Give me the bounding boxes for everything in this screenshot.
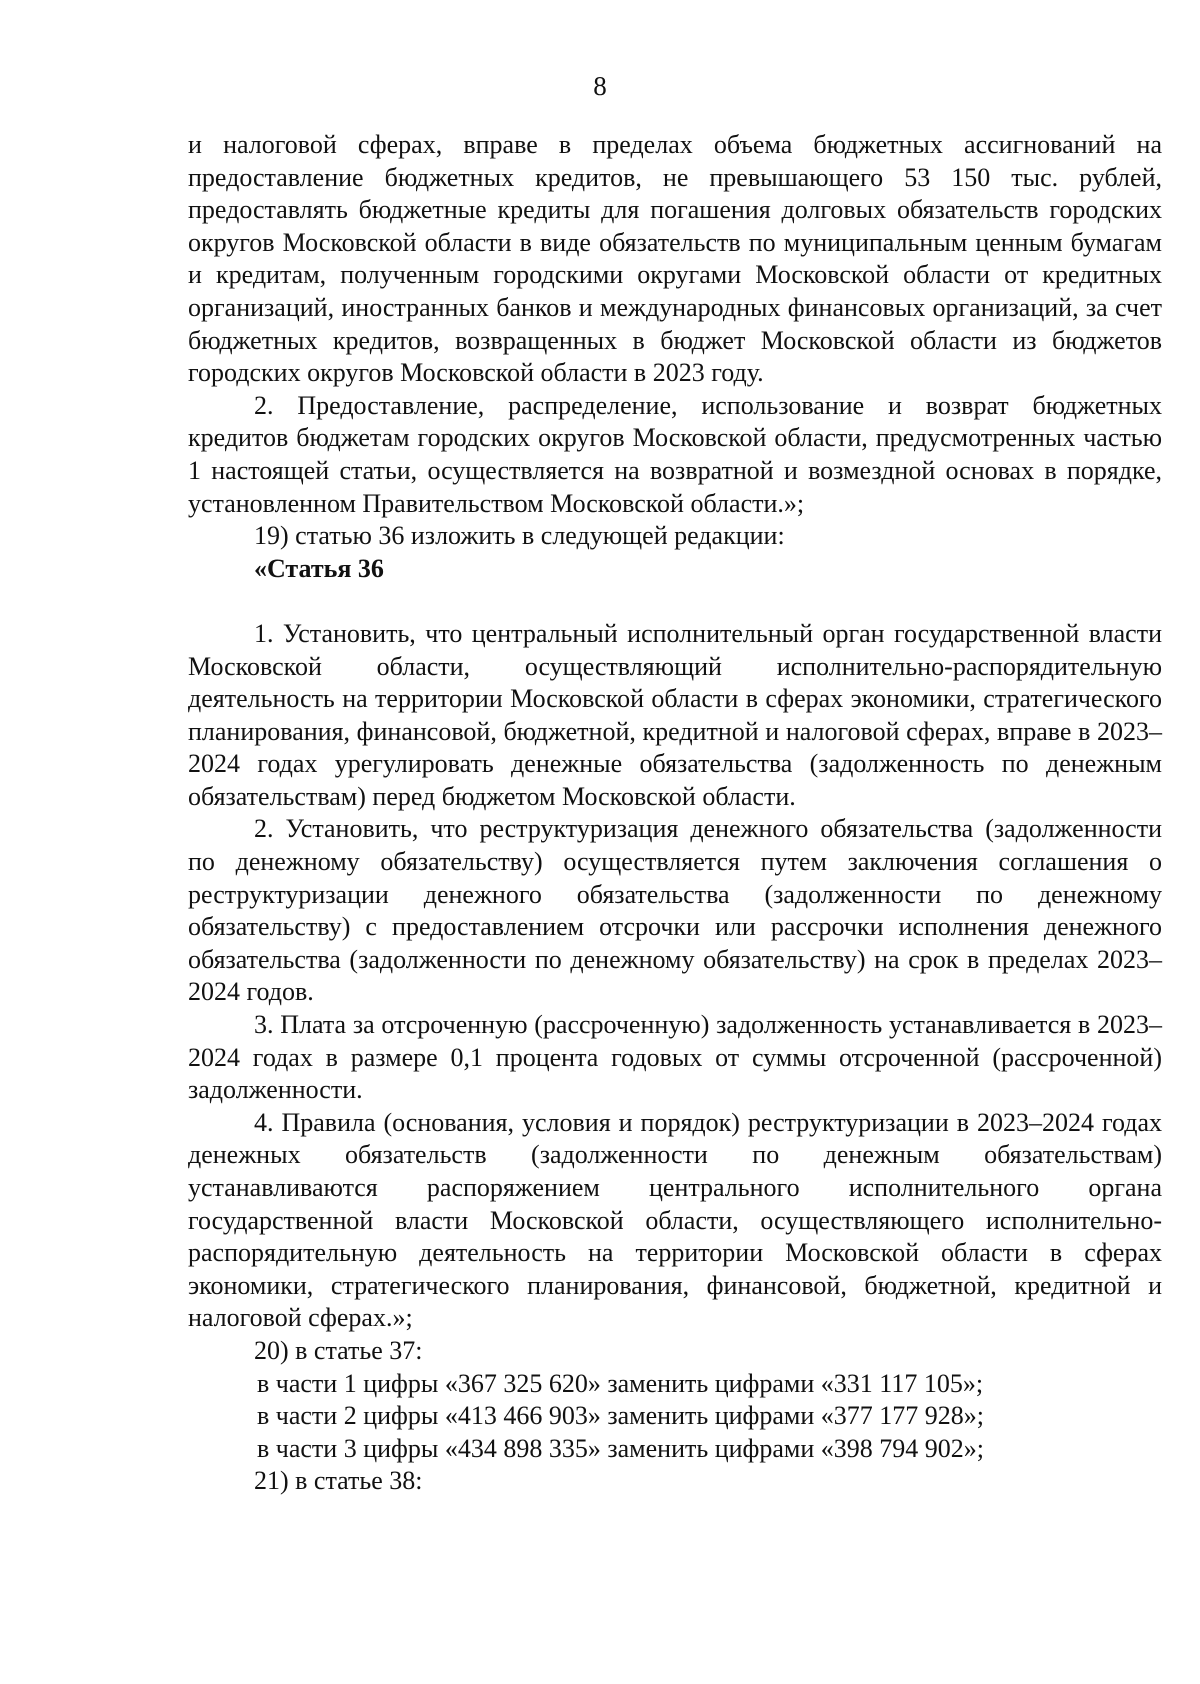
amendment-line-part-1: в части 1 цифры «367 325 620» заменить цифрами «331 117 105»;: [257, 1368, 984, 1398]
article-36-part-1: 1. Установить, что центральный исполнительный орган государственной власти Московской области, осуществляющий исполнительно-распорядительную деятельность на территории Московской области в сферах экономики, стратегического планирования, финансовой, бюджетной, кредитной и налоговой сферах, вправе в 2023–2024 годах урегулировать денежные обязательства (задолженность по денежным обязательствам) перед бюджетом Московской области.: [188, 618, 1162, 811]
document-body: [188, 129, 1162, 1498]
blank-line: [188, 585, 1162, 618]
article-36-part-4: 4. Правила (основания, условия и порядок) реструктуризации в 2023–2024 годах денежных обязательств (задолженности по денежным обязательствам) устанавливаются распоряжением центрального исполнительного органа государственной власти Московской области, осуществляющего исполнительно-распорядительную деятельность на территории Московской области в сферах экономики, стратегического планирования, финансовой, бюджетной, кредитной и налоговой сферах.»;: [188, 1107, 1162, 1333]
paragraph-item-19: 19) статью 36 изложить в следующей редакции:: [254, 521, 785, 551]
paragraph-part-2: 2. Предоставление, распределение, использование и возврат бюджетных кредитов бюджетам городских округов Московской области, предусмотренных частью 1 настоящей статьи, осуществляется на возвратной и возмездной основах в порядке, установленном Правительством Московской области.»;: [188, 390, 1162, 518]
amendment-line-part-2: в части 2 цифры «413 466 903» заменить цифрами «377 177 928»;: [257, 1401, 985, 1431]
article-36-heading: «Статья 36: [254, 553, 384, 583]
amendment-line-part-3: в части 3 цифры «434 898 335» заменить цифрами «398 794 902»;: [257, 1433, 985, 1463]
article-36-part-3: 3. Плата за отсроченную (рассроченную) задолженность устанавливается в 2023–2024 годах в размере 0,1 процента годовых от суммы отсроченной (рассроченной) задолженности.: [188, 1010, 1162, 1105]
article-36-part-2: 2. Установить, что реструктуризация денежного обязательства (задолженности по денежному обязательству) осуществляется путем заключения соглашения о реструктуризации денежного обязательства (задолженности по денежному обязательству) с предоставлением отсрочки или рассрочки исполнения денежного обязательства (задолженности по денежному обязательству) на срок в пределах 2023–2024 годов.: [188, 814, 1162, 1007]
paragraph-item-21: 21) в статье 38:: [254, 1466, 423, 1496]
paragraph-item-20: 20) в статье 37:: [254, 1335, 423, 1365]
page-number: 8: [593, 71, 607, 101]
paragraph-continuation: и налоговой сферах, вправе в пределах объема бюджетных ассигнований на предоставление бюджетных кредитов, не превышающего 53 150 тыс. рублей, предоставлять бюджетные кредиты для погашения долговых обязательств городских округов Московской области в виде обязательств по муниципальным ценным бумагам и кредитам, полученным городскими округами Московской области от кредитных организаций, иностранных банков и международных финансовых организаций, за счет бюджетных кредитов, возвращенных в бюджет Московской области из бюджетов городских округов Московской области в 2023 году.: [188, 130, 1162, 388]
